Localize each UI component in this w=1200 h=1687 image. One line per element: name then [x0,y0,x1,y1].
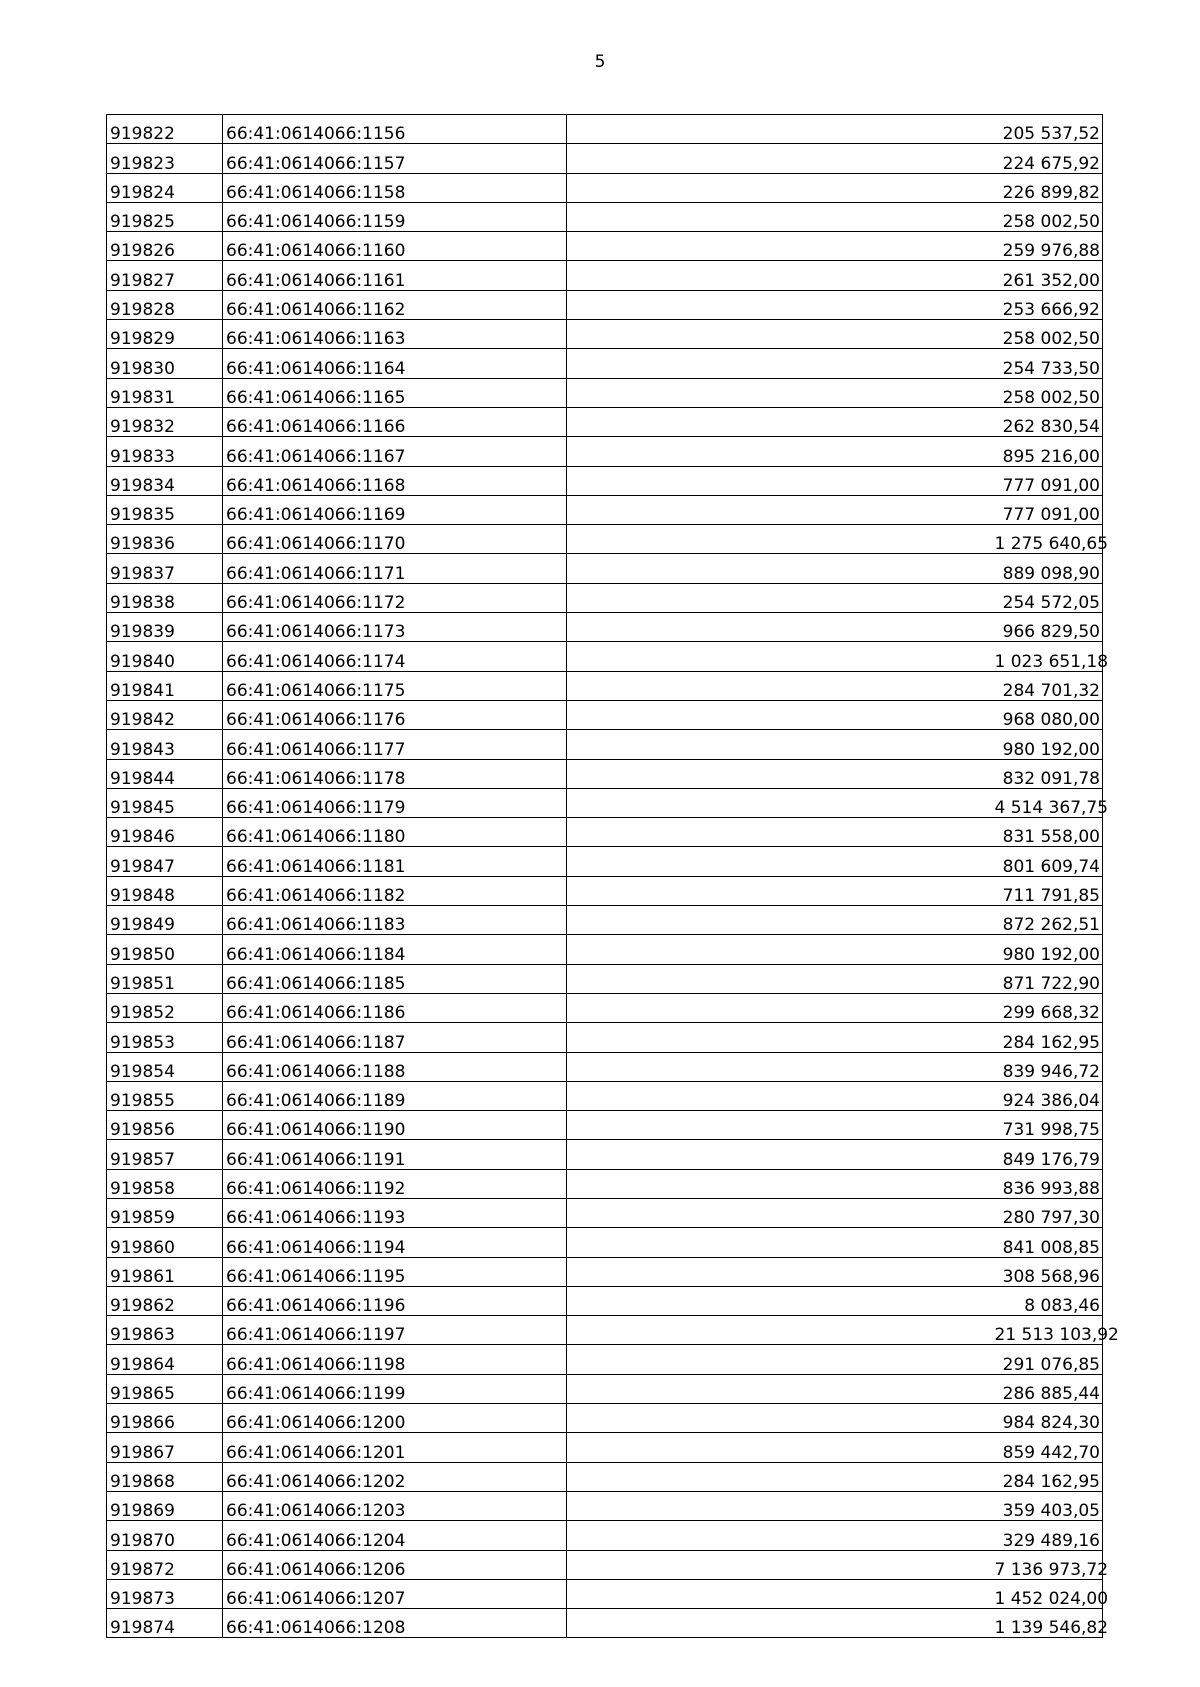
cadastral-number-cell: 66:41:0614066:1162 [223,290,567,319]
value-cell: 258 002,50 [992,202,1103,231]
record-id-cell: 919841 [107,671,223,700]
table-row [107,232,1103,261]
empty-cell [567,320,992,349]
cadastral-number-cell: 66:41:0614066:1204 [223,1521,567,1550]
cadastral-number-cell: 66:41:0614066:1167 [223,437,567,466]
value-cell: 859 442,70 [992,1433,1103,1462]
table-row [107,1433,1103,1462]
record-id-cell: 919836 [107,525,223,554]
value-cell: 801 609,74 [992,847,1103,876]
record-id-cell: 919839 [107,613,223,642]
record-id-cell: 919850 [107,935,223,964]
empty-cell [567,1345,992,1374]
value-cell: 711 791,85 [992,876,1103,905]
value-cell: 291 076,85 [992,1345,1103,1374]
empty-cell [567,935,992,964]
record-id-cell: 919856 [107,1111,223,1140]
record-id-cell: 919837 [107,554,223,583]
table-row [107,700,1103,729]
cadastral-number-cell: 66:41:0614066:1158 [223,173,567,202]
empty-cell [567,818,992,847]
empty-cell [567,525,992,554]
empty-cell [567,232,992,261]
cadastral-number-cell: 66:41:0614066:1159 [223,202,567,231]
empty-cell [567,1257,992,1286]
empty-cell [567,964,992,993]
cadastral-number-cell: 66:41:0614066:1182 [223,876,567,905]
value-cell: 895 216,00 [992,437,1103,466]
table-row [107,1052,1103,1081]
record-id-cell: 919853 [107,1023,223,1052]
table-row [107,144,1103,173]
cadastral-number-cell: 66:41:0614066:1164 [223,349,567,378]
table-row [107,876,1103,905]
cadastral-number-cell: 66:41:0614066:1188 [223,1052,567,1081]
empty-cell [567,437,992,466]
table-row [107,1521,1103,1550]
record-id-cell: 919842 [107,700,223,729]
table-row [107,202,1103,231]
record-id-cell: 919869 [107,1491,223,1520]
table-row [107,847,1103,876]
cadastral-number-cell: 66:41:0614066:1175 [223,671,567,700]
record-id-cell: 919861 [107,1257,223,1286]
cadastral-number-cell: 66:41:0614066:1199 [223,1374,567,1403]
value-cell: 258 002,50 [992,320,1103,349]
empty-cell [567,759,992,788]
value-cell: 872 262,51 [992,906,1103,935]
record-id-cell: 919834 [107,466,223,495]
empty-cell [567,1491,992,1520]
registry-table [106,114,1119,1639]
table-row [107,1140,1103,1169]
record-id-cell: 919873 [107,1579,223,1608]
record-id-cell: 919845 [107,788,223,817]
cadastral-number-cell: 66:41:0614066:1198 [223,1345,567,1374]
value-cell: 21 513 103,92 [992,1316,1103,1345]
value-cell: 924 386,04 [992,1081,1103,1110]
registry-table-body [107,115,1119,1639]
value-cell: 253 666,92 [992,290,1103,319]
record-id-cell: 919855 [107,1081,223,1110]
record-id-cell: 919854 [107,1052,223,1081]
value-cell: 1 139 546,82 [992,1609,1103,1638]
record-id-cell: 919838 [107,583,223,612]
empty-cell [567,1374,992,1403]
empty-cell [567,407,992,436]
empty-cell [567,1228,992,1257]
table-row [107,583,1103,612]
value-cell: 839 946,72 [992,1052,1103,1081]
table-row [107,671,1103,700]
record-id-cell: 919864 [107,1345,223,1374]
cadastral-number-cell: 66:41:0614066:1187 [223,1023,567,1052]
empty-cell [567,290,992,319]
table-row [107,290,1103,319]
record-id-cell: 919858 [107,1169,223,1198]
cadastral-number-cell: 66:41:0614066:1169 [223,495,567,524]
record-id-cell: 919828 [107,290,223,319]
table-row [107,1023,1103,1052]
value-cell: 8 083,46 [992,1286,1103,1315]
empty-cell [567,349,992,378]
value-cell: 1 275 640,65 [992,525,1103,554]
value-cell: 980 192,00 [992,935,1103,964]
value-cell: 889 098,90 [992,554,1103,583]
empty-cell [567,671,992,700]
empty-cell [567,495,992,524]
cadastral-number-cell: 66:41:0614066:1203 [223,1491,567,1520]
table-row [107,730,1103,759]
cadastral-number-cell: 66:41:0614066:1178 [223,759,567,788]
value-cell: 308 568,96 [992,1257,1103,1286]
record-id-cell: 919825 [107,202,223,231]
cadastral-number-cell: 66:41:0614066:1196 [223,1286,567,1315]
value-cell: 258 002,50 [992,378,1103,407]
record-id-cell: 919822 [107,115,223,144]
cadastral-number-cell: 66:41:0614066:1160 [223,232,567,261]
cadastral-number-cell: 66:41:0614066:1200 [223,1404,567,1433]
cadastral-number-cell: 66:41:0614066:1192 [223,1169,567,1198]
record-id-cell: 919866 [107,1404,223,1433]
record-id-cell: 919862 [107,1286,223,1315]
empty-cell [567,173,992,202]
value-cell: 871 722,90 [992,964,1103,993]
value-cell: 286 885,44 [992,1374,1103,1403]
record-id-cell: 919832 [107,407,223,436]
value-cell: 299 668,32 [992,993,1103,1022]
table-row [107,378,1103,407]
empty-cell [567,1579,992,1608]
record-id-cell: 919865 [107,1374,223,1403]
record-id-cell: 919844 [107,759,223,788]
record-id-cell: 919867 [107,1433,223,1462]
cadastral-number-cell: 66:41:0614066:1171 [223,554,567,583]
empty-cell [567,115,992,144]
table-row [107,525,1103,554]
empty-cell [567,1433,992,1462]
record-id-cell: 919849 [107,906,223,935]
record-id-cell: 919857 [107,1140,223,1169]
value-cell: 259 976,88 [992,232,1103,261]
empty-cell [567,1286,992,1315]
cadastral-number-cell: 66:41:0614066:1177 [223,730,567,759]
table-row [107,1198,1103,1227]
value-cell: 254 572,05 [992,583,1103,612]
value-cell: 1 023 651,18 [992,642,1103,671]
empty-cell [567,1316,992,1345]
value-cell: 4 514 367,75 [992,788,1103,817]
record-id-cell: 919848 [107,876,223,905]
value-cell: 731 998,75 [992,1111,1103,1140]
table-row [107,173,1103,202]
record-id-cell: 919827 [107,261,223,290]
cadastral-number-cell: 66:41:0614066:1179 [223,788,567,817]
record-id-cell: 919835 [107,495,223,524]
table-row [107,1579,1103,1608]
empty-cell [567,378,992,407]
cadastral-number-cell: 66:41:0614066:1189 [223,1081,567,1110]
cadastral-number-cell: 66:41:0614066:1180 [223,818,567,847]
table-row [107,1491,1103,1520]
table-row [107,261,1103,290]
cadastral-number-cell: 66:41:0614066:1197 [223,1316,567,1345]
cadastral-number-cell: 66:41:0614066:1208 [223,1609,567,1638]
table-row [107,115,1103,144]
cadastral-number-cell: 66:41:0614066:1183 [223,906,567,935]
cadastral-number-cell: 66:41:0614066:1190 [223,1111,567,1140]
empty-cell [567,730,992,759]
record-id-cell: 919863 [107,1316,223,1345]
empty-cell [567,554,992,583]
table-row [107,1081,1103,1110]
value-cell: 968 080,00 [992,700,1103,729]
table-row [107,407,1103,436]
record-id-cell: 919874 [107,1609,223,1638]
empty-cell [567,613,992,642]
value-cell: 226 899,82 [992,173,1103,202]
table-row [107,818,1103,847]
empty-cell [567,1550,992,1579]
table-row [107,1257,1103,1286]
record-id-cell: 919826 [107,232,223,261]
record-id-cell: 919847 [107,847,223,876]
table-row [107,1286,1103,1315]
empty-cell [567,1609,992,1638]
empty-cell [567,788,992,817]
empty-cell [567,466,992,495]
cadastral-number-cell: 66:41:0614066:1176 [223,700,567,729]
record-id-cell: 919860 [107,1228,223,1257]
table-row [107,759,1103,788]
empty-cell [567,261,992,290]
page-number: 5 [594,52,606,72]
table-row [107,466,1103,495]
table-row [107,613,1103,642]
cadastral-number-cell: 66:41:0614066:1168 [223,466,567,495]
cadastral-number-cell: 66:41:0614066:1207 [223,1579,567,1608]
value-cell: 262 830,54 [992,407,1103,436]
table-row [107,1111,1103,1140]
cadastral-number-cell: 66:41:0614066:1184 [223,935,567,964]
table-row [107,349,1103,378]
value-cell: 836 993,88 [992,1169,1103,1198]
record-id-cell: 919823 [107,144,223,173]
empty-cell [567,700,992,729]
cadastral-number-cell: 66:41:0614066:1202 [223,1462,567,1491]
empty-cell [567,583,992,612]
record-id-cell: 919852 [107,993,223,1022]
table-row [107,642,1103,671]
value-cell: 980 192,00 [992,730,1103,759]
record-id-cell: 919872 [107,1550,223,1579]
empty-cell [567,847,992,876]
table-row [107,1169,1103,1198]
cadastral-number-cell: 66:41:0614066:1161 [223,261,567,290]
empty-cell [567,1140,992,1169]
value-cell: 777 091,00 [992,495,1103,524]
cadastral-number-cell: 66:41:0614066:1165 [223,378,567,407]
empty-cell [567,993,992,1022]
table-row [107,1374,1103,1403]
cadastral-number-cell: 66:41:0614066:1195 [223,1257,567,1286]
value-cell: 359 403,05 [992,1491,1103,1520]
table-row [107,437,1103,466]
record-id-cell: 919859 [107,1198,223,1227]
value-cell: 832 091,78 [992,759,1103,788]
empty-cell [567,202,992,231]
table-row [107,1404,1103,1433]
empty-cell [567,1169,992,1198]
cadastral-number-cell: 66:41:0614066:1172 [223,583,567,612]
value-cell: 205 537,52 [992,115,1103,144]
record-id-cell: 919830 [107,349,223,378]
table-row [107,906,1103,935]
table-row [107,1550,1103,1579]
empty-cell [567,642,992,671]
table-row [107,1316,1103,1345]
record-id-cell: 919833 [107,437,223,466]
record-id-cell: 919843 [107,730,223,759]
cadastral-number-cell: 66:41:0614066:1174 [223,642,567,671]
value-cell: 7 136 973,72 [992,1550,1103,1579]
record-id-cell: 919824 [107,173,223,202]
value-cell: 284 701,32 [992,671,1103,700]
empty-cell [567,144,992,173]
value-cell: 831 558,00 [992,818,1103,847]
record-id-cell: 919829 [107,320,223,349]
empty-cell [567,1198,992,1227]
table-row [107,320,1103,349]
empty-cell [567,1404,992,1433]
empty-cell [567,906,992,935]
cadastral-number-cell: 66:41:0614066:1170 [223,525,567,554]
value-cell: 849 176,79 [992,1140,1103,1169]
cadastral-number-cell: 66:41:0614066:1191 [223,1140,567,1169]
cadastral-number-cell: 66:41:0614066:1157 [223,144,567,173]
table-row [107,1345,1103,1374]
empty-cell [567,1462,992,1491]
table-row [107,1609,1103,1638]
cadastral-number-cell: 66:41:0614066:1181 [223,847,567,876]
value-cell: 329 489,16 [992,1521,1103,1550]
cadastral-number-cell: 66:41:0614066:1185 [223,964,567,993]
record-id-cell: 919846 [107,818,223,847]
empty-cell [567,1052,992,1081]
table-row [107,935,1103,964]
empty-cell [567,1023,992,1052]
table-row [107,788,1103,817]
record-id-cell: 919851 [107,964,223,993]
cadastral-number-cell: 66:41:0614066:1173 [223,613,567,642]
empty-cell [567,1521,992,1550]
value-cell: 966 829,50 [992,613,1103,642]
cadastral-number-cell: 66:41:0614066:1206 [223,1550,567,1579]
cadastral-number-cell: 66:41:0614066:1166 [223,407,567,436]
table-row [107,554,1103,583]
value-cell: 984 824,30 [992,1404,1103,1433]
value-cell: 261 352,00 [992,261,1103,290]
record-id-cell: 919840 [107,642,223,671]
record-id-cell: 919870 [107,1521,223,1550]
value-cell: 224 675,92 [992,144,1103,173]
record-id-cell: 919868 [107,1462,223,1491]
cadastral-number-cell: 66:41:0614066:1201 [223,1433,567,1462]
value-cell: 777 091,00 [992,466,1103,495]
table-row [107,993,1103,1022]
cadastral-number-cell: 66:41:0614066:1156 [223,115,567,144]
value-cell: 1 452 024,00 [992,1579,1103,1608]
empty-cell [567,1111,992,1140]
value-cell: 254 733,50 [992,349,1103,378]
table-row [107,1462,1103,1491]
table-row [107,495,1103,524]
empty-cell [567,876,992,905]
record-id-cell: 919831 [107,378,223,407]
value-cell: 284 162,95 [992,1462,1103,1491]
value-cell: 284 162,95 [992,1023,1103,1052]
cadastral-number-cell: 66:41:0614066:1186 [223,993,567,1022]
table-row [107,1228,1103,1257]
cadastral-number-cell: 66:41:0614066:1163 [223,320,567,349]
table-row [107,964,1103,993]
empty-cell [567,1081,992,1110]
value-cell: 280 797,30 [992,1198,1103,1227]
cadastral-number-cell: 66:41:0614066:1193 [223,1198,567,1227]
value-cell: 841 008,85 [992,1228,1103,1257]
cadastral-number-cell: 66:41:0614066:1194 [223,1228,567,1257]
